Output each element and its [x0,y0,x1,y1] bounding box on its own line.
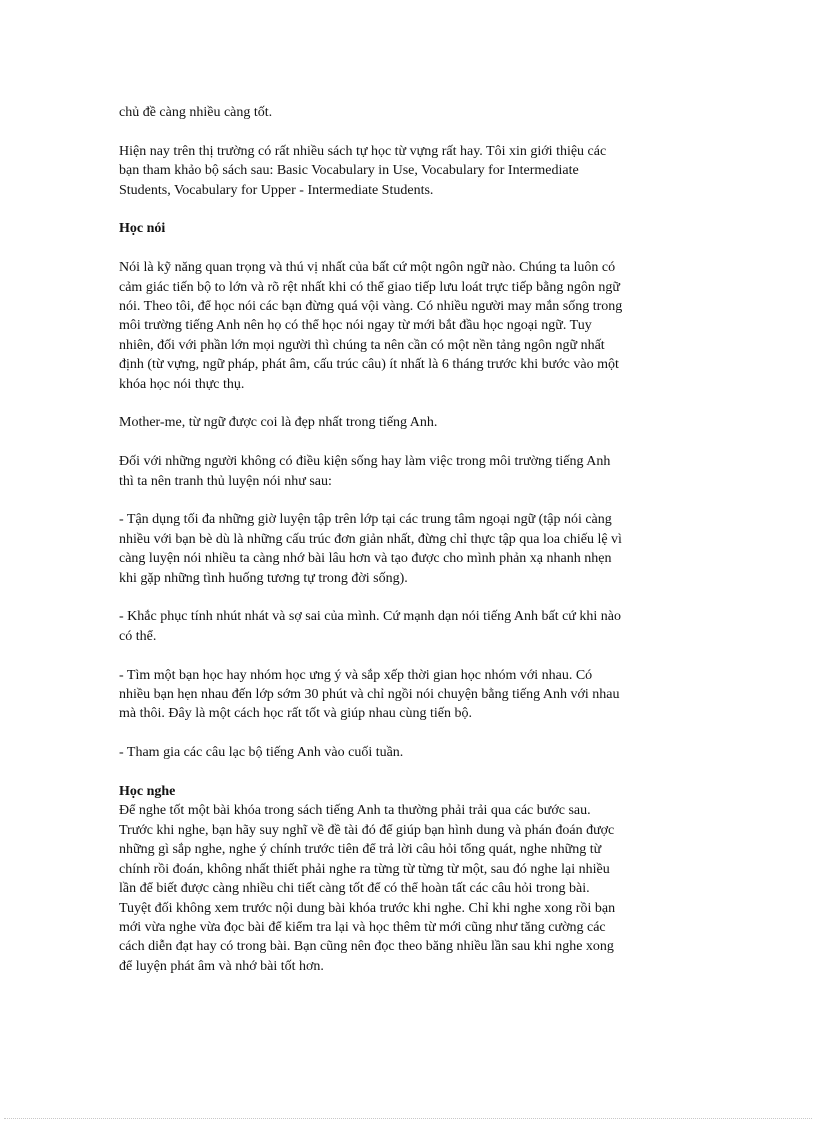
list-item-class-practice: - Tận dụng tối đa những giờ luyện tập trên lớp tại các trung tâm ngoại ngữ (tập nói càng nhiều với bạn bè dù là những cấu trúc đơn giản nhất, đừng chỉ thực tập qua loa chiếu lệ vì càng luyện nói nhiều ta càng nhớ bài lâu hơn và tạo được cho mình phản xạ nhanh nhẹn khi gặp những tình huống tương tự trong đời sống). [119,512,622,586]
paragraph-listening: Để nghe tốt một bài khóa trong sách tiếng Anh ta thường phải trải qua các bước sau. Trước khi nghe, bạn hãy suy nghĩ về đề tài đó để giúp bạn hình dung và phán đoán được những gì sắp nghe, nghe ý chính trước tiên để trả lời câu hỏi tổng quát, nghe những từ chính rồi đoán, không nhất thiết phải nghe ra từng từ từng từ một, sau đó nghe lại nhiều lần để biết được càng nhiều chi tiết càng tốt để có thể hoàn tất các câu hỏi trong bài. Tuyệt đối không xem trước nội dung bài khóa trước khi nghe. Chỉ khi nghe xong rồi bạn mới vừa nghe vừa đọc bài để kiểm tra lại và học thêm từ mới cũng như tăng cường các cách diễn đạt hay có trong bài. Bạn cũng nên đọc theo băng nhiều lần sau khi nghe xong để luyện phát âm và nhớ bài tốt hơn. [119,803,616,974]
heading-listening: Học nghe [119,784,176,800]
paragraph-vocabulary-tail: chủ đề càng nhiều càng tốt. [119,105,273,120]
paragraph-vocabulary-books: Hiện nay trên thị trường có rất nhiều sách tự học từ vựng rất hay. Tôi xin giới thiệu các bạn tham khảo bộ sách sau: Basic Vocabulary in Use, Vocabulary for Intermediate Students, Vocabulary for Upper - Intermediate Students. [119,143,607,198]
list-item-english-club: - Tham gia các câu lạc bộ tiếng Anh vào cuối tuần. [119,745,404,761]
paragraph-speaking-intro: Nói là kỹ năng quan trọng và thú vị nhất của bất cứ một ngôn ngữ nào. Chúng ta luôn có cảm giác tiến bộ to lớn và rõ rệt nhất khi có thể giao tiếp lưu loát trực tiếp bằng ngôn ngữ nói. Theo tôi, để học nói các bạn đừng quá vội vàng. Có nhiều người may mắn sống trong môi trường tiếng Anh nên họ có thể học nói ngay từ mới bắt đầu học ngoại ngữ. Tuy nhiên, đối với phần lớn mọi người thì chúng ta nên cần có một nền tảng ngôn ngữ nhất định (từ vựng, ngữ pháp, phát âm, cấu trúc câu) ít nhất là 6 tháng trước khi bước vào một khóa học nói thực thụ. [119,260,623,392]
paragraph-mother-word: Mother-me, từ ngữ được coi là đẹp nhất trong tiếng Anh. [119,415,438,431]
list-item-study-group: - Tìm một bạn học hay nhóm học ưng ý và sắp xếp thời gian học nhóm với nhau. Có nhiều bạn hẹn nhau đến lớp sớm 30 phút và chỉ ngồi nói chuyện bằng tiếng Anh với nhau mà thôi. Đây là một cách học rất tốt và giúp nhau cùng tiến bộ. [119,667,620,722]
heading-speaking: Học nói [119,221,166,237]
list-item-shyness: - Khắc phục tính nhút nhát và sợ sai của mình. Cứ mạnh dạn nói tiếng Anh bất cứ khi nào có thể. [119,609,621,644]
paragraph-speaking-conditions: Đối với những người không có điều kiện sống hay làm việc trong môi trường tiếng Anh thì ta nên tranh thủ luyện nói như sau: [119,454,611,489]
page-bottom-border [4,1118,812,1119]
document-body [119,103,709,976]
